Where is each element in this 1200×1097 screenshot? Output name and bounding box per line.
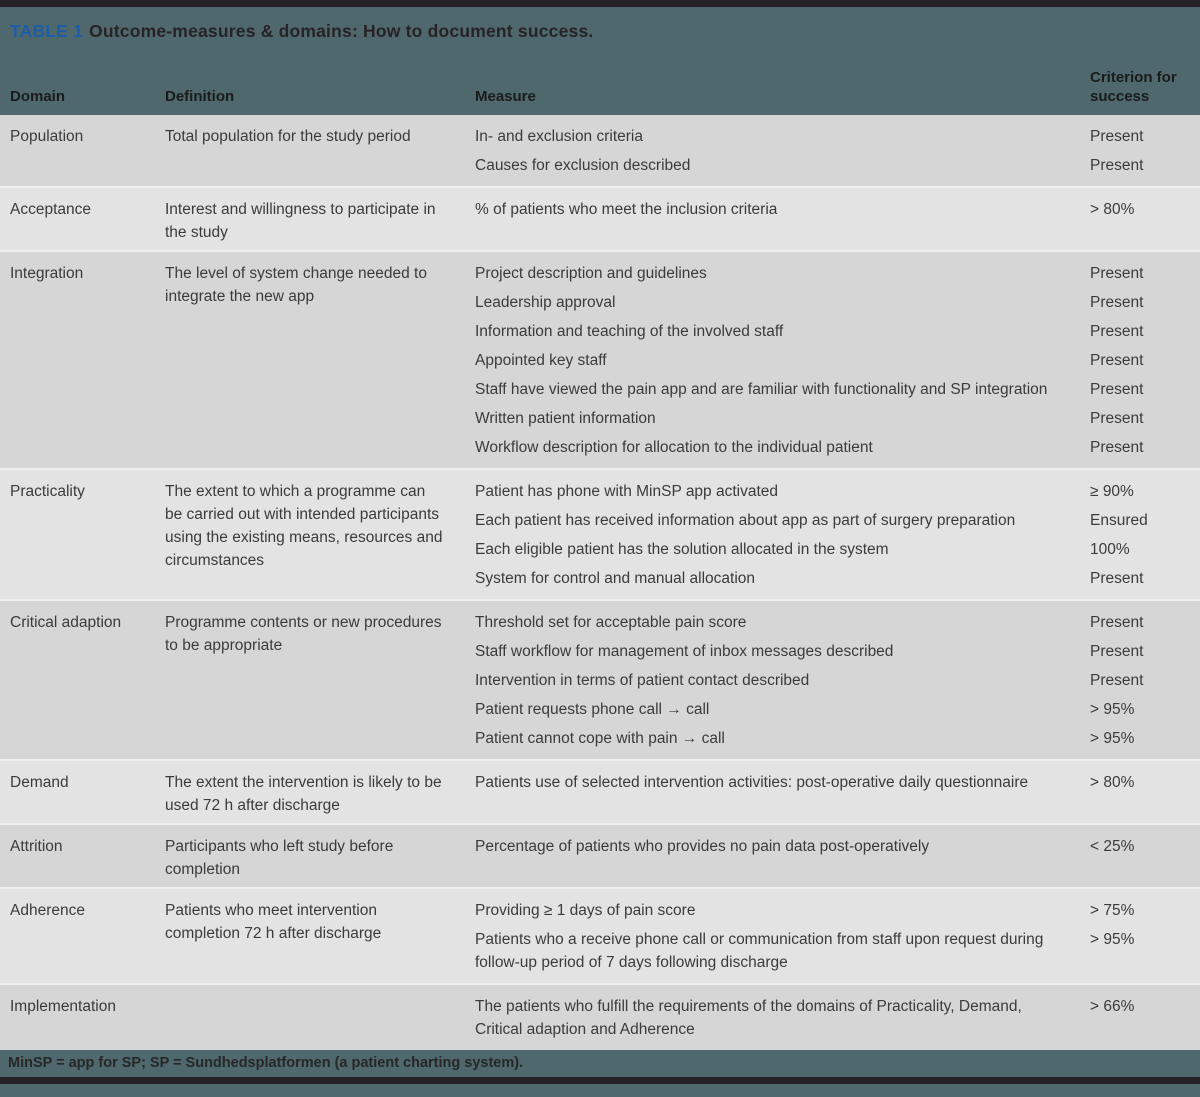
measure-cell: Each eligible patient has the solution allocated in the system — [475, 541, 889, 558]
column-header-measure: Measure — [475, 88, 536, 105]
table-body — [0, 115, 1200, 1050]
measure-row — [475, 259, 1190, 288]
measure-row — [475, 925, 1190, 977]
measure-cell: Staff have viewed the pain app and are familiar with functionality and SP integration — [475, 381, 1048, 398]
domain-cell: Acceptance — [10, 201, 91, 218]
domain-group-row — [0, 250, 1200, 468]
domain-cell: Practicality — [10, 483, 85, 500]
measure-cell: Workflow description for allocation to the individual patient — [475, 439, 873, 456]
criterion-cell: < 25% — [1090, 838, 1135, 855]
criterion-cell: > 75% — [1090, 902, 1135, 919]
measure-cell: Threshold set for acceptable pain score — [475, 614, 747, 631]
criterion-cell: Present — [1090, 352, 1144, 369]
top-border-bar — [0, 0, 1200, 7]
domain-group-row — [0, 823, 1200, 887]
measure-rows — [475, 608, 1190, 753]
measure-cell: Causes for exclusion described — [475, 157, 691, 174]
domain-group-row — [0, 599, 1200, 759]
domain-group-row — [0, 983, 1200, 1050]
domain-group-row — [0, 759, 1200, 823]
measure-rows — [475, 259, 1190, 462]
measure-row — [475, 122, 1190, 151]
measure-row — [475, 608, 1190, 637]
domain-cell: Population — [10, 128, 84, 145]
criterion-cell: > 80% — [1090, 201, 1135, 218]
domain-group-row — [0, 468, 1200, 599]
definition-cell: Total population for the study period — [165, 128, 411, 145]
bottom-teal-strip — [0, 1084, 1200, 1097]
measure-row — [475, 506, 1190, 535]
measure-row — [475, 564, 1190, 593]
measure-cell: The patients who fulfill the requirements of the domains of Practicality, Demand, Critical adaption and Adherence — [475, 998, 1022, 1038]
column-header-domain: Domain — [10, 88, 66, 105]
criterion-cell: Present — [1090, 157, 1144, 174]
criterion-cell: Present — [1090, 614, 1144, 631]
criterion-cell: Present — [1090, 323, 1144, 340]
criterion-cell: > 80% — [1090, 774, 1135, 791]
measure-cell: In- and exclusion criteria — [475, 128, 643, 145]
measure-cell: % of patients who meet the inclusion criteria — [475, 201, 778, 218]
measure-row — [475, 151, 1190, 180]
measure-cell: Percentage of patients who provides no pain data post-operatively — [475, 838, 930, 855]
measure-rows — [475, 896, 1190, 977]
column-header-definition: Definition — [165, 88, 235, 105]
measure-row — [475, 768, 1190, 797]
measure-cell: Staff workflow for management of inbox messages described — [475, 643, 894, 660]
definition-cell: The extent the intervention is likely to be used 72 h after discharge — [165, 774, 442, 814]
domain-group-row — [0, 887, 1200, 983]
measure-row — [475, 375, 1190, 404]
measure-row — [475, 433, 1190, 462]
measure-row — [475, 695, 1190, 724]
measure-row — [475, 346, 1190, 375]
measure-cell: Patients use of selected intervention activities: post-operative daily questionnaire — [475, 774, 1029, 791]
table-title — [10, 21, 1190, 68]
criterion-cell: Present — [1090, 439, 1144, 456]
measure-cell: Patient requests phone call → call — [475, 701, 710, 718]
measure-cell: Intervention in terms of patient contact described — [475, 672, 810, 689]
criterion-cell: Present — [1090, 128, 1144, 145]
criterion-cell: ≥ 90% — [1090, 483, 1134, 500]
criterion-cell: Present — [1090, 294, 1144, 311]
measure-rows — [475, 832, 1190, 881]
measure-rows — [475, 768, 1190, 817]
criterion-cell: > 95% — [1090, 701, 1135, 718]
measure-rows — [475, 122, 1190, 180]
column-headers-row — [10, 68, 1190, 115]
measure-row — [475, 992, 1190, 1044]
definition-cell: Interest and willingness to participate in the study — [165, 201, 436, 241]
definition-cell: Patients who meet intervention completion 72 h after discharge — [165, 902, 382, 942]
measure-row — [475, 404, 1190, 433]
definition-cell: Participants who left study before completion — [165, 838, 394, 878]
criterion-cell: Present — [1090, 410, 1144, 427]
domain-cell: Integration — [10, 265, 84, 282]
measure-cell: Patient has phone with MinSP app activated — [475, 483, 779, 500]
measure-rows — [475, 477, 1190, 593]
measure-rows — [475, 195, 1190, 244]
criterion-cell: Present — [1090, 643, 1144, 660]
criterion-cell: Present — [1090, 265, 1144, 282]
definition-cell — [165, 992, 475, 1044]
criterion-cell: Present — [1090, 570, 1144, 587]
domain-group-row — [0, 186, 1200, 250]
measure-cell: Leadership approval — [475, 294, 616, 311]
measure-cell: Appointed key staff — [475, 352, 607, 369]
definition-cell: The level of system change needed to integrate the new app — [165, 265, 427, 305]
measure-row — [475, 832, 1190, 861]
measure-row — [475, 477, 1190, 506]
definition-cell: Programme contents or new procedures to be appropriate — [165, 614, 442, 654]
criterion-cell: Present — [1090, 381, 1144, 398]
domain-cell: Adherence — [10, 902, 85, 919]
measure-row — [475, 195, 1190, 224]
criterion-cell: Present — [1090, 672, 1144, 689]
measure-rows — [475, 992, 1190, 1044]
criterion-cell: Ensured — [1090, 512, 1148, 529]
measure-row — [475, 896, 1190, 925]
measure-row — [475, 288, 1190, 317]
domain-cell: Implementation — [10, 998, 116, 1015]
column-header-criterion: Criterion for success — [1090, 69, 1177, 105]
criterion-cell: 100% — [1090, 541, 1130, 558]
criterion-cell: > 66% — [1090, 998, 1135, 1015]
definition-cell: The extent to which a programme can be carried out with intended participants using the existing means, resources and circumstances — [165, 483, 443, 569]
bottom-border-bar — [0, 1077, 1200, 1084]
measure-cell: Project description and guidelines — [475, 265, 707, 282]
measure-cell: Information and teaching of the involved staff — [475, 323, 784, 340]
criterion-cell: > 95% — [1090, 931, 1135, 948]
domain-cell: Critical adaption — [10, 614, 122, 631]
measure-cell: Each patient has received information about app as part of surgery preparation — [475, 512, 1016, 529]
table-footnote-band — [0, 1050, 1200, 1077]
measure-row — [475, 724, 1190, 753]
measure-cell: System for control and manual allocation — [475, 570, 756, 587]
criterion-cell: > 95% — [1090, 730, 1135, 747]
measure-cell: Patient cannot cope with pain → call — [475, 730, 725, 747]
domain-cell: Demand — [10, 774, 69, 791]
measure-cell: Written patient information — [475, 410, 656, 427]
measure-row — [475, 535, 1190, 564]
table-header-band — [0, 7, 1200, 115]
table-footnote: MinSP = app for SP; SP = Sundhedsplatformen (a patient charting system). — [8, 1055, 524, 1071]
measure-cell: Providing ≥ 1 days of pain score — [475, 902, 696, 919]
table-title-text: Outcome-measures & domains: How to document success. — [89, 21, 594, 41]
measure-row — [475, 637, 1190, 666]
measure-cell: Patients who a receive phone call or communication from staff upon request during follow-up period of 7 days following discharge — [475, 931, 1044, 971]
table-number-label: TABLE 1 — [10, 21, 84, 41]
domain-group-row — [0, 115, 1200, 186]
domain-cell: Attrition — [10, 838, 63, 855]
measure-row — [475, 666, 1190, 695]
measure-row — [475, 317, 1190, 346]
